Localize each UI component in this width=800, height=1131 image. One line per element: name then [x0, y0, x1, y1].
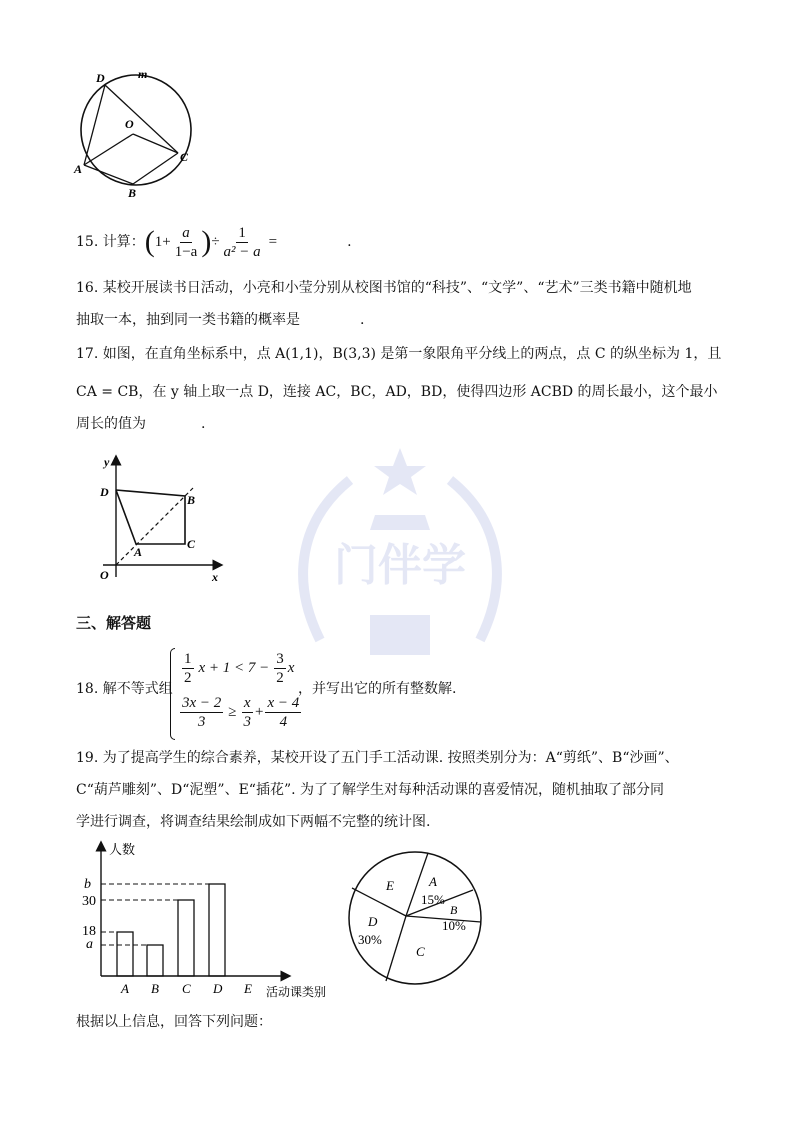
xcat-E: E	[244, 981, 252, 996]
question-19-line2: C“葫芦雕刻”、D“泥塑”、E“插花”. 为了了解学生对每种活动课的喜爱情况，随机抽取了部分同	[76, 782, 664, 798]
q18-ineq1-end: x	[287, 660, 295, 676]
q18-f2-den: 3	[243, 714, 252, 730]
question-15: 15. 计算： ( 1 + $\frac{a}{1-a}$ ) ÷ $\frac{1}{\text{a² − a}}$ = .	[76, 224, 352, 260]
q16-line2-text: 抽取一本，抽到同一类书籍的概率是	[76, 312, 300, 328]
coordinate-figure	[88, 452, 228, 587]
bar-xlabel: 活动课类别	[266, 985, 327, 998]
q18-half-num: 1	[184, 651, 192, 667]
q15-one: 1	[154, 234, 163, 250]
circle-figure	[70, 70, 210, 200]
q15-plus: +	[162, 234, 171, 250]
pie-chart	[342, 850, 492, 988]
label-A: A	[74, 162, 83, 176]
section-heading: 三、解答题	[76, 614, 152, 632]
question-16-line2	[76, 310, 364, 330]
ytick-b: b	[84, 877, 91, 892]
q18-brace	[170, 648, 175, 740]
pie-label-E: E	[386, 878, 394, 893]
bar-A	[117, 932, 133, 976]
bar-B	[147, 945, 163, 976]
ytick-30: 30	[82, 894, 96, 909]
coord-label-C: C	[187, 537, 196, 551]
bar-C	[178, 900, 194, 976]
q18-inequality-1	[180, 650, 294, 687]
question-19-line1: 19. 为了提高学生的综合素养，某校开设了五门手工活动课. 按照类别分为：A“剪纸”、B“沙画”、	[76, 750, 679, 766]
question-16-line1: 16. 某校开展读书日活动，小亮和小莹分别从校图书馆的“科技”、“文学”、“艺术”三类书籍中随机地	[76, 280, 692, 296]
coord-label-A: A	[134, 545, 143, 559]
pie-label-B-pct: 10%	[442, 918, 466, 933]
coord-label-y: y	[104, 455, 110, 469]
coord-label-O: O	[100, 568, 109, 582]
q16-end: .	[360, 312, 365, 328]
q18-half-den: 2	[184, 670, 192, 686]
q18-ge: ≥	[228, 704, 237, 720]
ytick-18: 18	[82, 924, 96, 939]
watermark-text: 门伴学	[334, 541, 466, 590]
question-19-line3: 学进行调查，将调查结果绘制成如下两幅不完整的统计图.	[76, 814, 431, 830]
xcat-C: C	[182, 981, 191, 996]
bar-ylabel: 人数	[109, 842, 136, 857]
xcat-D: D	[213, 981, 223, 996]
watermark-logo	[280, 440, 520, 680]
q15-den2: a² − a	[223, 243, 261, 260]
pie-label-A-pct: 15%	[421, 892, 445, 907]
pie-label-D-pct: 30%	[358, 932, 382, 947]
pie-label-B: B	[450, 903, 458, 917]
q18-f1-num: 3x − 2	[182, 695, 222, 711]
q15-num-a: a	[182, 224, 190, 241]
label-B: B	[128, 186, 137, 200]
q18-f3-num: x − 4	[267, 695, 300, 711]
bar-chart	[74, 838, 344, 998]
q15-prefix: 15. 计算：	[76, 234, 145, 250]
q18-plus: +	[255, 704, 264, 720]
ytick-a: a	[86, 937, 93, 952]
q15-den: 1−a	[174, 243, 198, 260]
bar-D	[209, 884, 225, 976]
label-O: O	[125, 117, 134, 131]
question-17-line2: CA = CB，在 y 轴上取一点 D，连接 AC，BC，AD，BD，使得四边形 ACBD 的周长最小，这个最小	[76, 384, 718, 400]
q18-f1-den: 3	[197, 714, 206, 730]
xcat-A: A	[121, 981, 129, 996]
q18-3half-num: 3	[276, 651, 284, 667]
q15-end: .	[347, 234, 352, 250]
q18-f2-num: x	[243, 695, 251, 711]
question-17-line3	[76, 414, 205, 434]
q18-suffix: ，并写出它的所有整数解.	[298, 681, 457, 697]
xcat-B: B	[151, 981, 159, 996]
q15-div: ÷	[211, 234, 220, 250]
pie-divider-CD	[386, 916, 406, 981]
pie-label-D: D	[368, 914, 378, 929]
label-m: m	[138, 70, 148, 81]
label-D: D	[96, 71, 105, 85]
q18-ineq1-mid: x + 1 < 7 −	[198, 660, 270, 676]
q18-inequality-2	[178, 694, 303, 731]
pie-divider-DE	[352, 888, 406, 916]
label-C: C	[180, 150, 189, 164]
q15-num: 1	[238, 224, 246, 241]
closing-prompt: 根据以上信息，回答下列问题：	[76, 1014, 272, 1030]
q18-prefix: 18. 解不等式组	[76, 681, 173, 697]
question-17-line1: 17. 如图，在直角坐标系中，点 A(1,1)，B(3,3) 是第一象限角平分线上的两点，点 C 的纵坐标为 1，且	[76, 346, 722, 362]
q18-3half-den: 2	[276, 670, 284, 686]
q18-f3-den: 4	[279, 714, 288, 730]
coord-label-B: B	[187, 493, 196, 507]
q15-eq: =	[268, 234, 278, 250]
q17-end: .	[201, 416, 206, 432]
pie-label-A: A	[429, 874, 437, 889]
coord-label-D: D	[100, 485, 109, 499]
coord-label-x: x	[212, 570, 218, 584]
q17-line3-text: 周长的值为	[76, 416, 146, 432]
pie-label-C: C	[416, 944, 425, 959]
